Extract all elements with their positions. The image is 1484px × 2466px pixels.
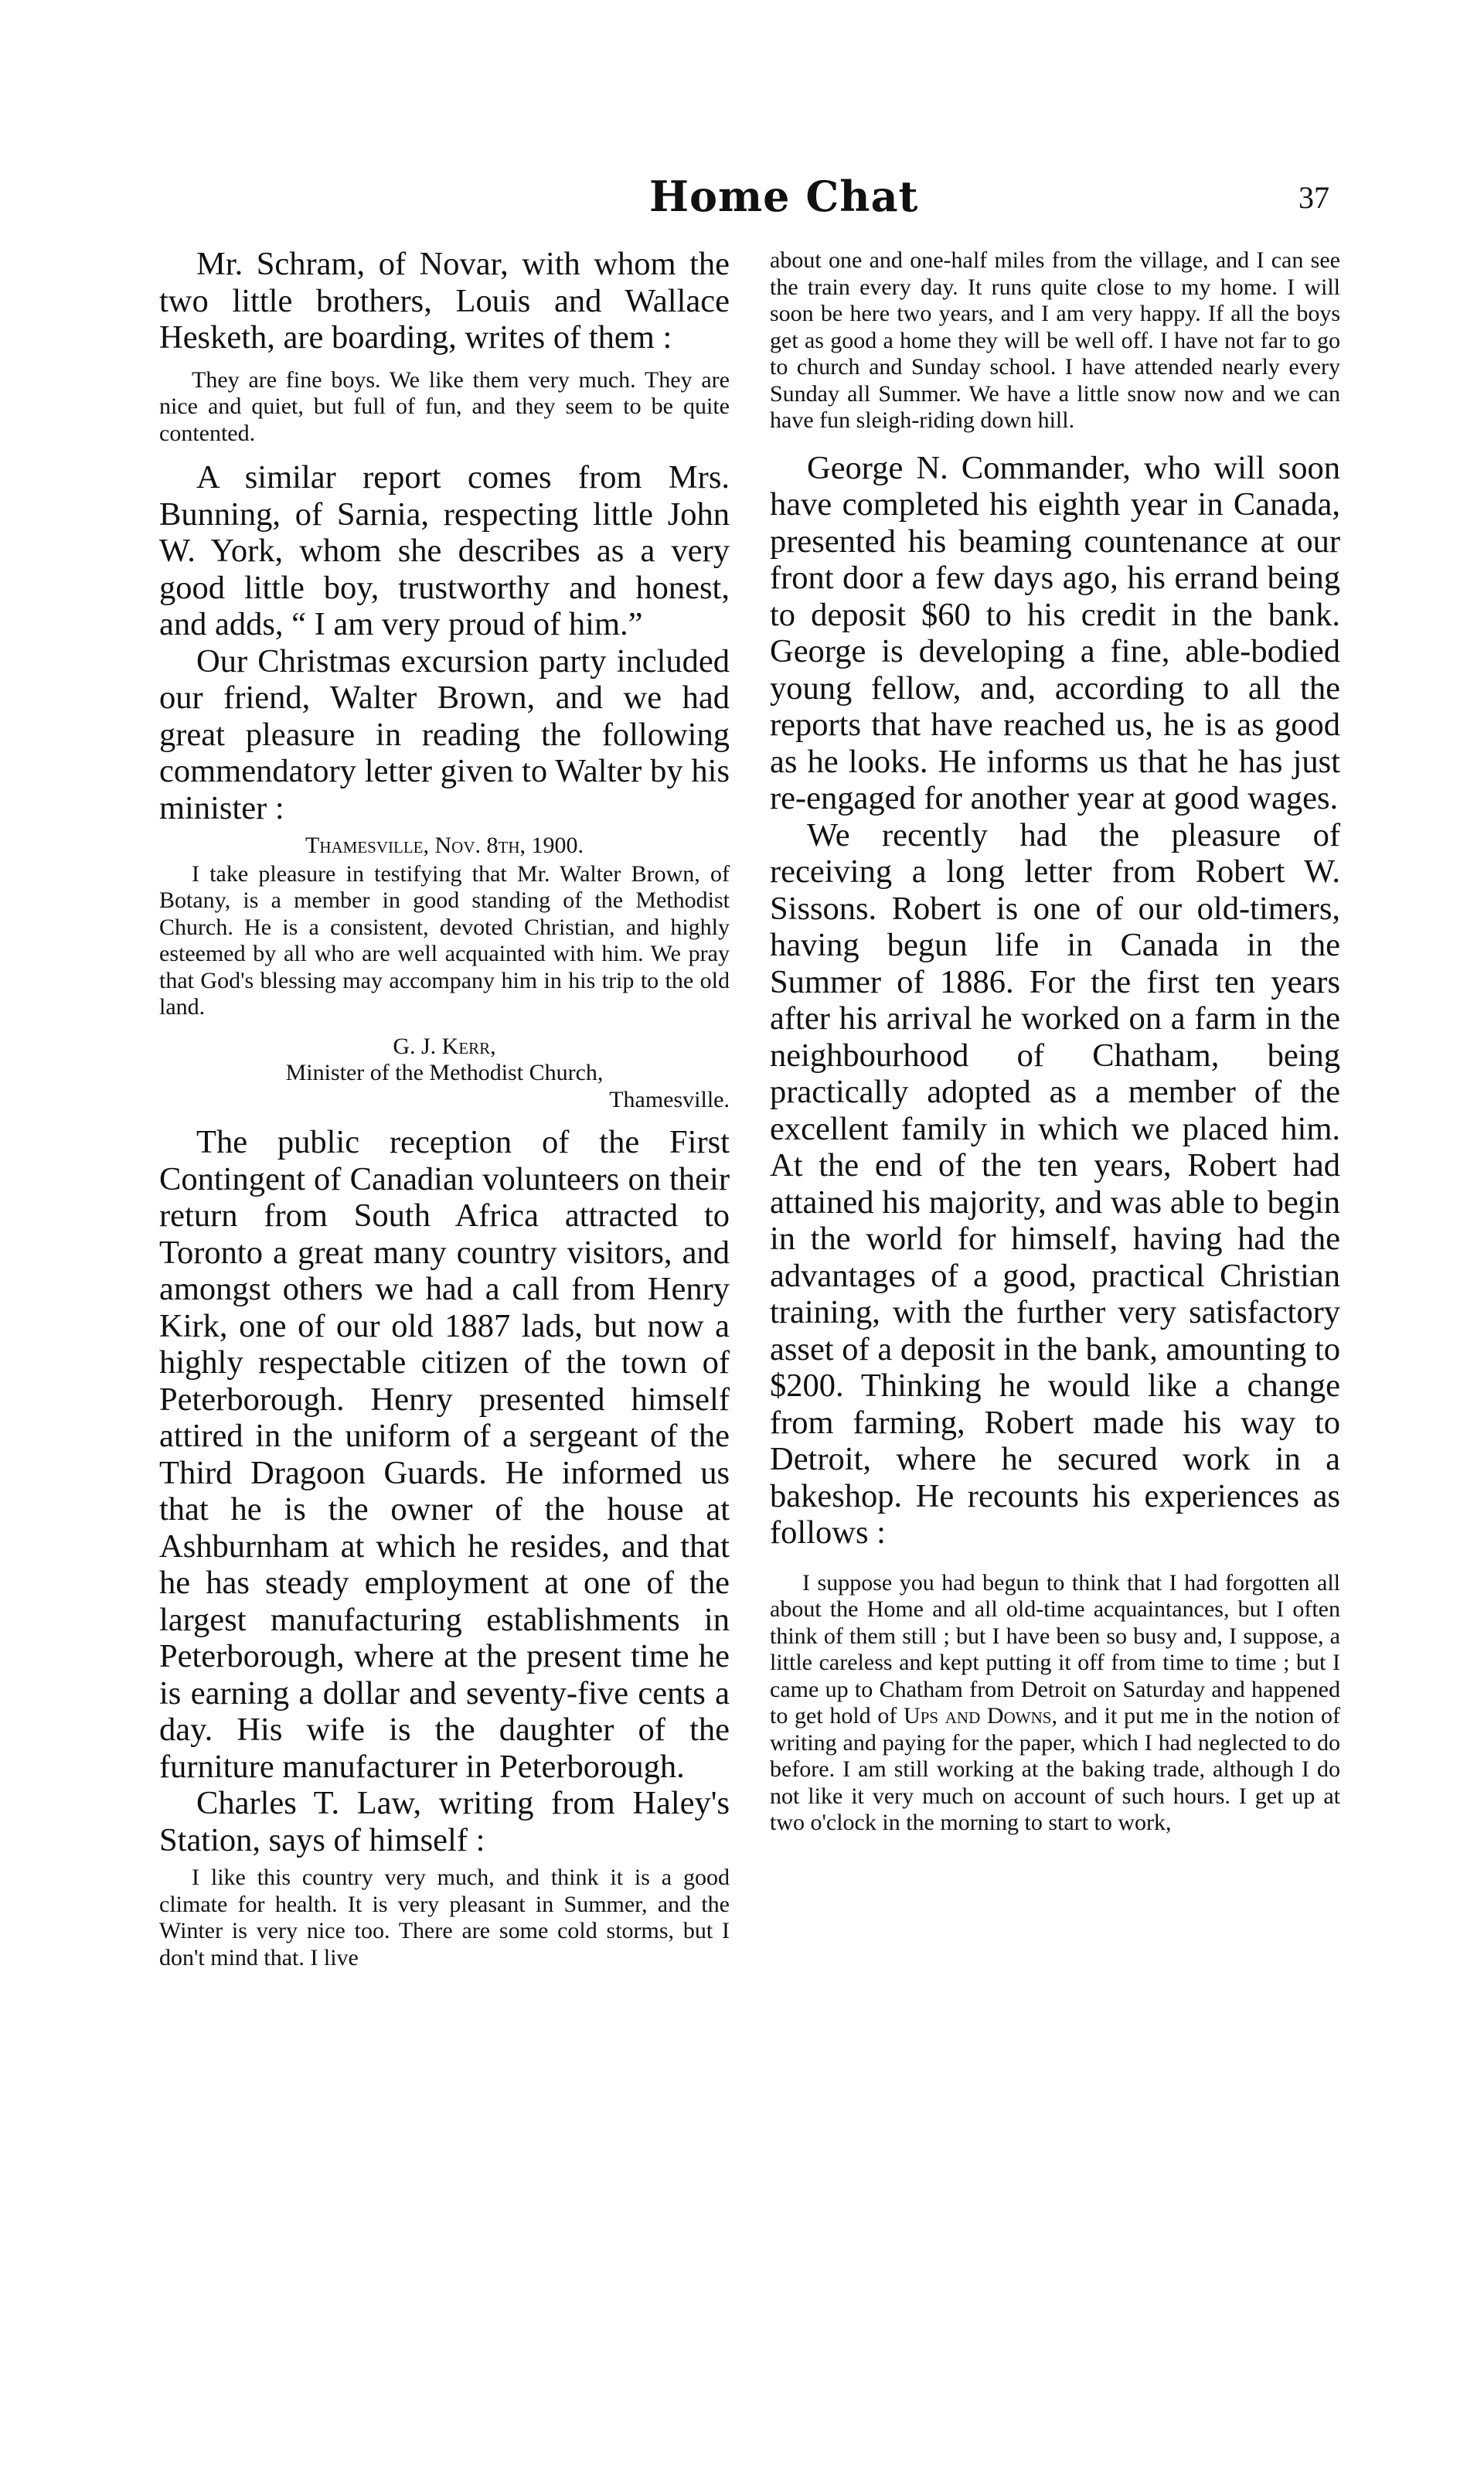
- paragraph-christmas-excursion: Our Christmas excursion party included our friend, Walter Brown, and we had great pleasure in reading the following commendatory letter given to Walter by his minister :: [159, 642, 730, 826]
- paragraph-schram: Mr. Schram, of Novar, with whom the two little brothers, Louis and Wallace Hesketh, are boarding, writes of them :: [159, 246, 730, 356]
- quote-robert-part1: I suppose you had begun to think that I had forgotten all about the Home and all old-time acquaintances, but I often think of them still ; but I have been so busy and, I suppose, a little careless and kept putting it off from time to time ; but I came up to Chatham from Detroit on Saturday and happened to get hold of: [770, 1569, 1340, 1729]
- quote-minister-letter: I take pleasure in testifying that Mr. Walter Brown, of Botany, is a member in good standing of the Methodist Church. He is a consistent, devoted Christian, and highly esteemed by all who are well acquainted with him. We pray that God's blessing may accompany him in his trip to the old land.: [159, 860, 730, 1020]
- paragraph-henry-kirk: The public reception of the First Contingent of Canadian volunteers on their return from South Africa attracted to Toronto a great many country visitors, and amongst others we had a call from Henry Kirk, one of our old 1887 lads, but now a highly respectable citizen of the town of Peterborough. Henry presented himself attired in the uniform of a sergeant of the Third Dragoon Guards. He informed us that he is the owner of the house at Ashburnham at which he resides, and that he has steady employment at one of the largest manufacturing establishments in Peterborough, where at the present time he is earning a dollar and seventy-five cents a day. His wife is the daughter of the furniture manufacturer in Peterborough.: [159, 1124, 730, 1785]
- page-number: 37: [1298, 180, 1329, 215]
- quote-schram: They are fine boys. We like them very much. They are nice and quiet, but full of fun, and they seem to be quite contented.: [159, 366, 730, 446]
- left-column: [159, 246, 730, 1984]
- right-column: [770, 246, 1340, 1849]
- publication-title: Ups and Downs: [904, 1703, 1052, 1729]
- paragraph-bunning: A similar report comes from Mrs. Bunning, of Sarnia, respecting little John W. York, whom she describes as a very good little boy, trustworthy and honest, and adds, “ I am very proud of him.”: [159, 459, 730, 642]
- quote-robert-part2: , and it put me in the notion of writing and paying for the paper, which I had neglected to do before. I am still working at the baking trade, although I do not like it very much on account of such hours. I get up at two o'clock in the morning to start to work,: [770, 1703, 1341, 1835]
- page-header: [0, 172, 1484, 226]
- letter-dateline: Thamesville, Nov. 8th, 1900.: [305, 833, 584, 858]
- paragraph-charles-law: Charles T. Law, writing from Haley's Station, says of himself :: [159, 1785, 730, 1858]
- running-title: Home Chat: [649, 172, 919, 221]
- paragraph-george-commander: George N. Commander, who will soon have completed his eighth year in Canada, presented his beaming countenance at our front door a few days ago, his errand being to deposit $60 to his credit in the bank. George is developing a fine, able-bodied young fellow, and, according to all the reports that have reached us, he is as good as he looks. He informs us that he has just re-engaged for another year at good wages.: [770, 449, 1340, 816]
- paragraph-robert-sissons: We recently had the pleasure of receiving a long letter from Robert W. Sissons. Robert is one of our old-timers, having begun life in Canada in the Summer of 1886. For the first ten years after his arrival he worked on a farm in the neighbourhood of Chatham, being practically adopted as a member of the excellent family in which we placed him. At the end of the ten years, Robert had attained his majority, and was able to begin in the world for himself, having had the advantages of a good, practical Christian training, with the further very satisfactory asset of a deposit in the bank, amounting to $200. Thinking he would like a change from farming, Robert made his way to Detroit, where he secured work in a bakeshop. He recounts his experiences as follows :: [770, 816, 1340, 1551]
- quote-charles-law: I like this country very much, and think it is a good climate for health. It is very pleasant in Summer, and the Winter is very nice too. There are some cold storms, but I don't mind that. I live: [159, 1865, 730, 1970]
- quote-robert-sissons: [770, 1570, 1340, 1837]
- signature-place: Thamesville.: [609, 1086, 730, 1112]
- quote-charles-law-continued: about one and one-half miles from the village, and I can see the train every day. It runs quite close to my home. I will soon be here two years, and I am very happy. If all the boys get as good a home they will be well off. I have not far to go to church and Sunday school. I have attended nearly every Sunday all Summer. We have a little snow now and we can have fun sleigh-riding down hill.: [770, 247, 1340, 433]
- signature-title: Minister of the Methodist Church,: [285, 1060, 604, 1085]
- signature-name: G. J. Kerr,: [393, 1033, 496, 1059]
